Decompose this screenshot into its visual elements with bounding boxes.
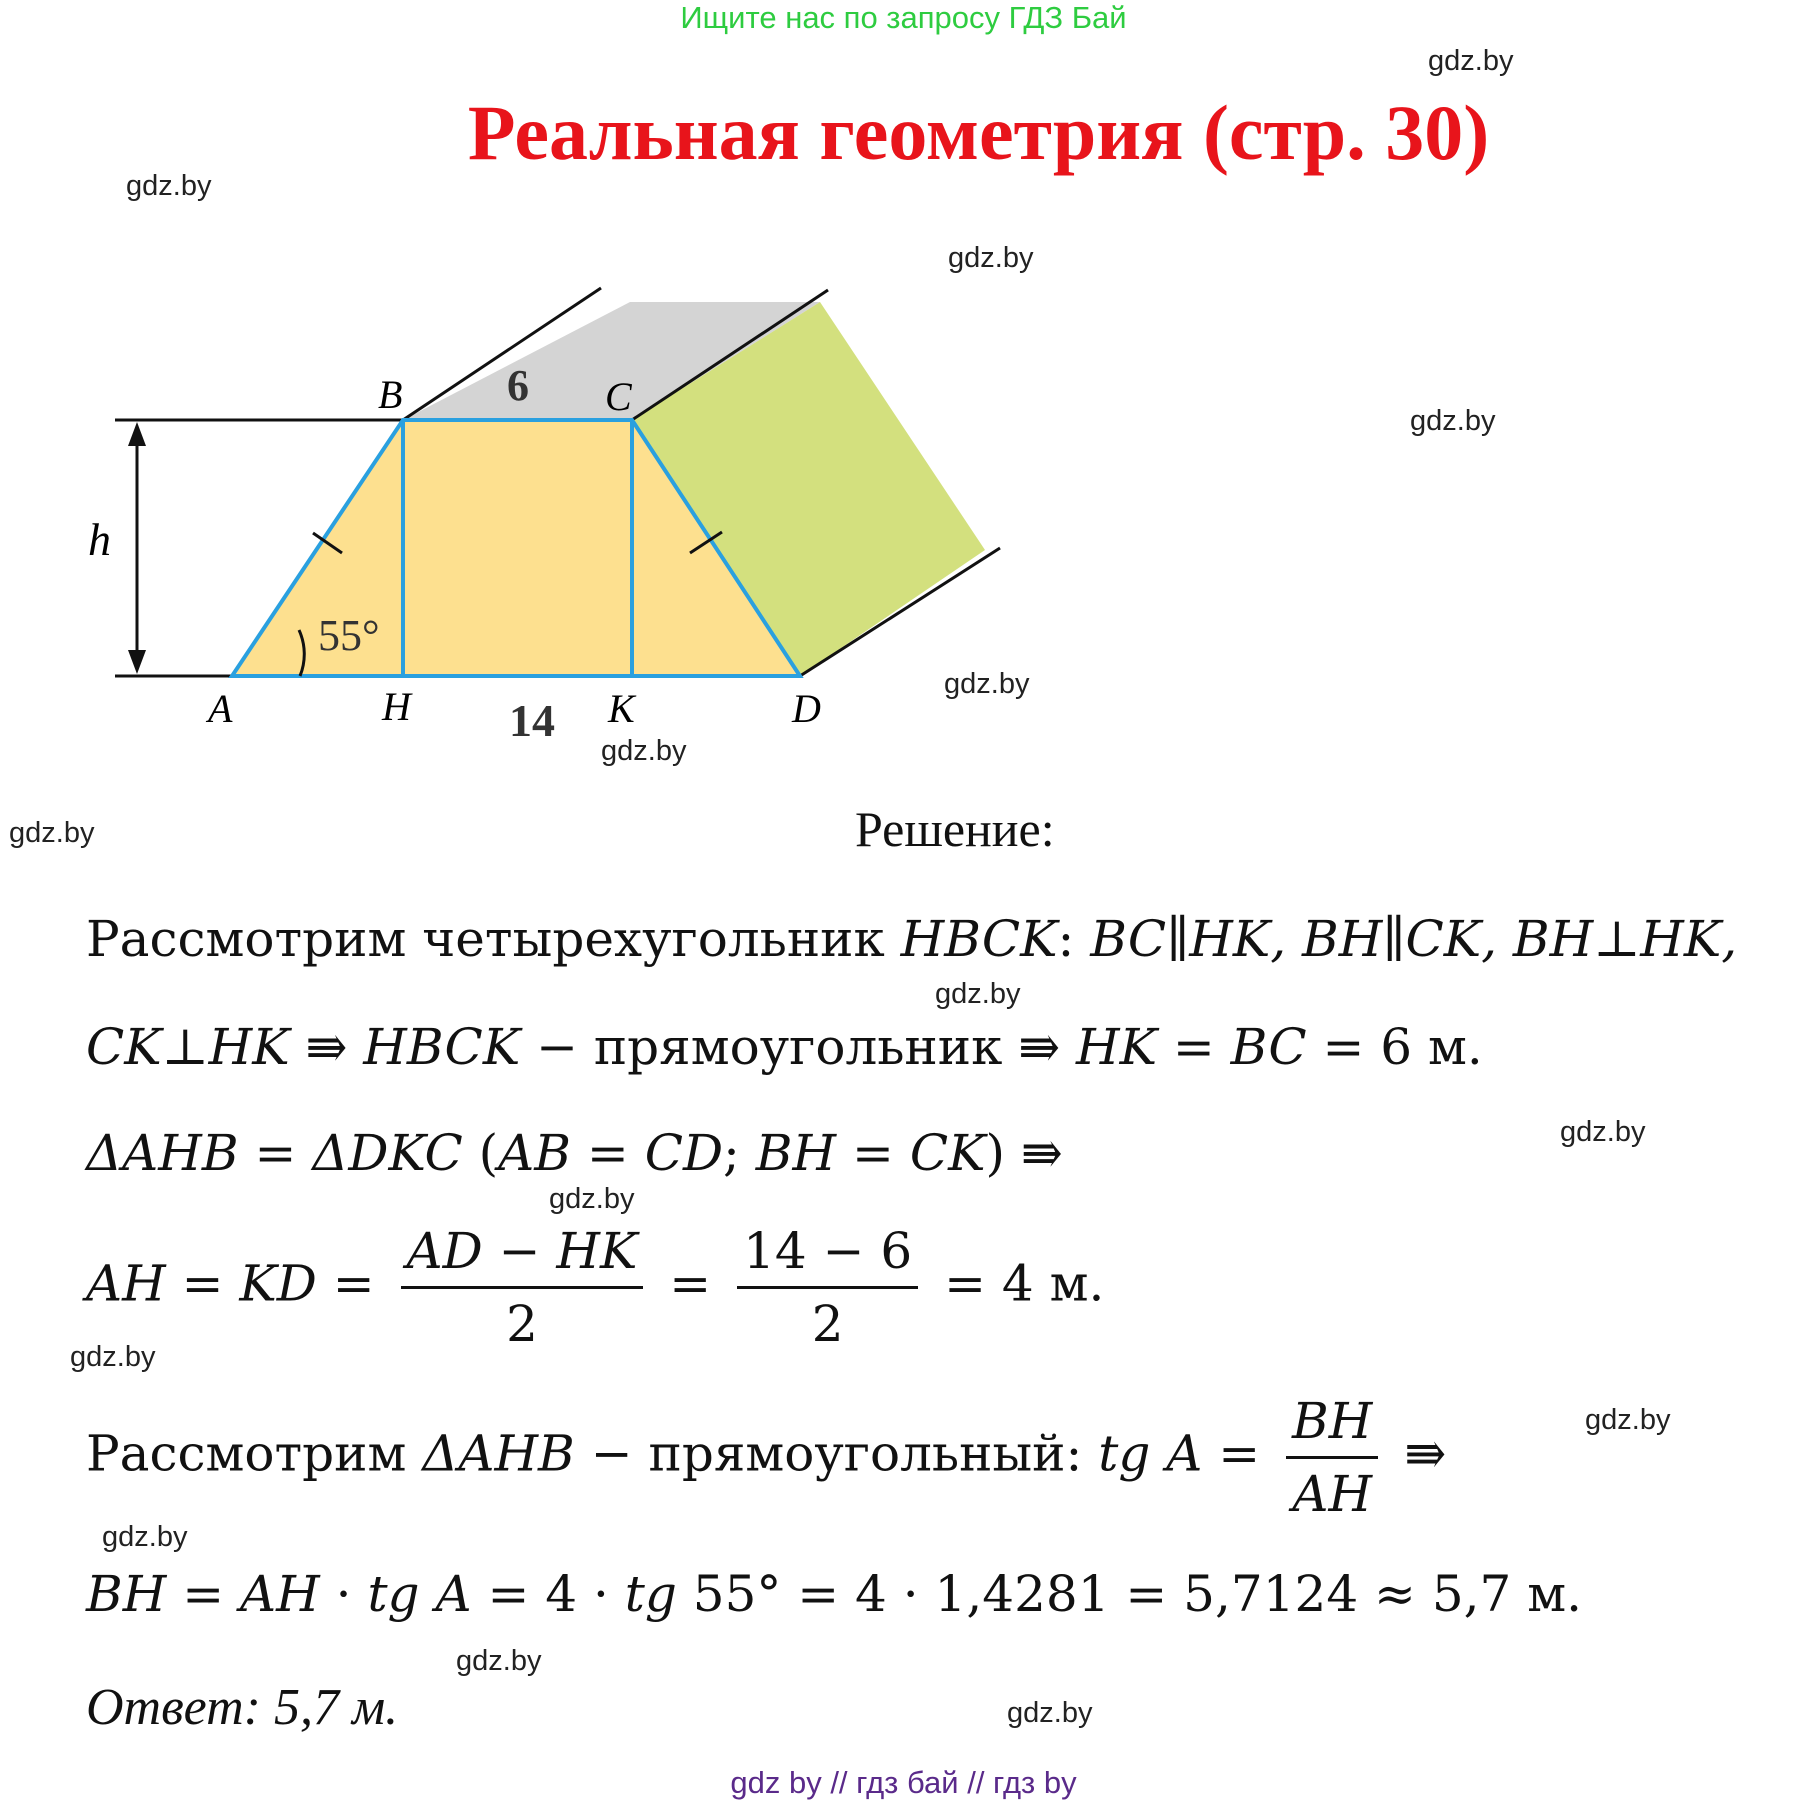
watermark: gdz.by (102, 1521, 188, 1553)
solution-line-3: ΔAHB = ΔDKC (AB = CD; BH = CK) ⇛ (86, 1124, 1063, 1182)
watermark: gdz.by (549, 1183, 635, 1215)
label-top-length: 6 (507, 361, 529, 410)
label-bottom-length: 14 (509, 695, 555, 746)
watermark: gdz.by (456, 1645, 542, 1677)
label-a: A (208, 686, 233, 731)
fraction-14-6: $\frac{14 - 6}{2}$ (737, 1222, 918, 1353)
solution-line-1: Рассмотрим четырехугольник HBCK: BC∥HK, BH∥CK, BH⊥HK, (86, 910, 1738, 968)
watermark: gdz.by (126, 170, 212, 202)
label-angle: 55° (318, 611, 380, 660)
watermark: gdz.by (1428, 45, 1514, 77)
watermark: gdz.by (948, 242, 1034, 274)
solution-line-5: Рассмотрим ΔAHB − прямоугольный: tg A = $\frac{BH}{AH}$ ⇛ (86, 1392, 1447, 1523)
watermark: gdz.by (601, 735, 687, 767)
solution-line-6: BH = AH · tg A = 4 · tg 55° = 4 · 1,4281 = 5,7124 ≈ 5,7 м. (86, 1565, 1583, 1623)
label-h-point: H (382, 684, 411, 729)
watermark: gdz.by (1007, 1697, 1093, 1729)
watermark: gdz.by (935, 978, 1021, 1010)
watermark: gdz.by (944, 668, 1030, 700)
label-b: B (378, 372, 403, 417)
label-d: D (792, 686, 821, 731)
page-title: Реальная геометрия (стр. 30) (467, 89, 1490, 176)
watermark: gdz.by (9, 817, 95, 849)
watermark: gdz.by (1560, 1116, 1646, 1148)
solution-heading: Решение: (855, 801, 1055, 857)
solution-line-2: CK⊥HK ⇛ HBCK − прямоугольник ⇛ HK = BC = 6 м. (86, 1018, 1483, 1076)
label-c: C (605, 374, 632, 419)
watermark: gdz.by (1585, 1404, 1671, 1436)
arrow-head-up (128, 422, 146, 446)
fraction-bh-ah: $\frac{BH}{AH}$ (1286, 1392, 1378, 1523)
top-banner[interactable]: Ищите нас по запросу ГДЗ Бай (680, 0, 1127, 35)
trapezoid-figure (70, 270, 1030, 750)
label-k: K (608, 686, 635, 731)
watermark: gdz.by (1410, 405, 1496, 437)
solution-line-4: AH = KD = $\frac{AD - HK}{2}$ = $\frac{14 - 6}{2}$ = 4 м. (86, 1222, 1105, 1353)
footer-links[interactable]: gdz by // гдз бай // гдз by (730, 1765, 1077, 1800)
watermark: gdz.by (70, 1341, 156, 1373)
arrow-head-down (128, 650, 146, 674)
fraction-ad-hk: $\frac{AD - HK}{2}$ (401, 1222, 644, 1353)
label-h: h (88, 514, 111, 565)
answer: Ответ: 5,7 м. (86, 1679, 399, 1736)
